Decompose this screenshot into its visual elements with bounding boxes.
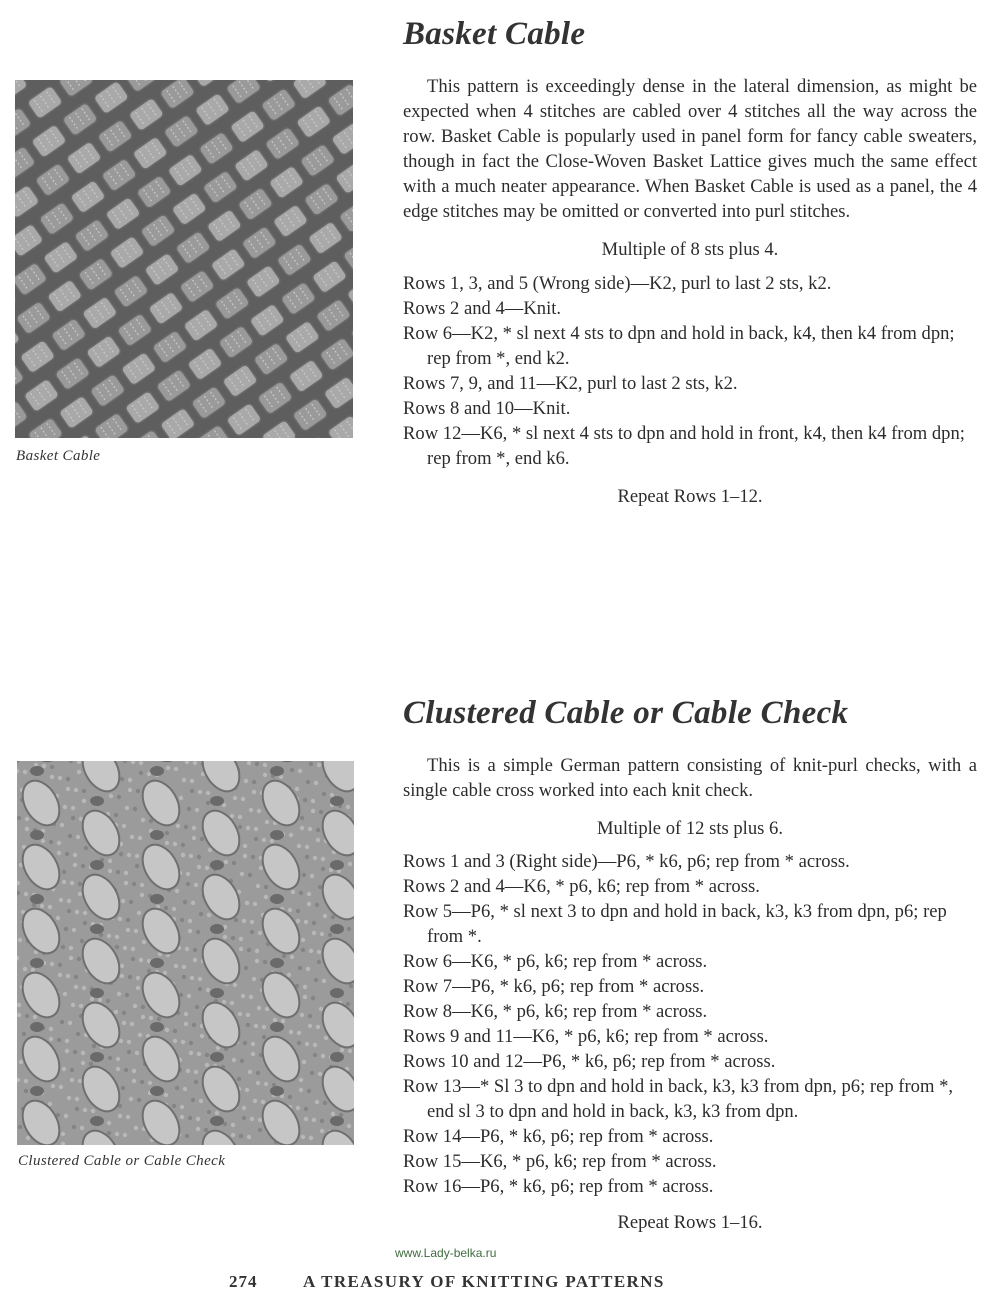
row-instruction: Rows 1, 3, and 5 (Wrong side)—K2, purl to last 2 sts, k2. <box>403 273 832 294</box>
stitch-multiple: Multiple of 8 sts plus 4. <box>601 239 779 260</box>
photo-caption-basket-cable: Basket Cable <box>16 448 101 464</box>
row-instruction: Row 6—K2, * sl next 4 sts to dpn and hold in back, k4, then k4 from dpn; rep from *, end k2. <box>403 323 955 369</box>
row-instruction: Row 15—K6, * p6, k6; rep from * across. <box>403 1151 717 1172</box>
clustered-cable-swatch-image <box>17 761 354 1145</box>
row-instruction: Row 12—K6, * sl next 4 sts to dpn and hold in front, k4, then k4 from dpn; rep from *, end k6. <box>403 423 965 469</box>
running-title: A TREASURY OF KNITTING PATTERNS <box>303 1272 665 1291</box>
row-instructions <box>403 849 977 1199</box>
pattern-intro: This is a simple German pattern consisting of knit-purl checks, with a single cable cross worked into each knit check. <box>403 755 977 801</box>
row-instruction: Rows 10 and 12—P6, * k6, p6; rep from * across. <box>403 1051 776 1072</box>
row-instruction: Row 6—K6, * p6, k6; rep from * across. <box>403 951 708 972</box>
pattern-title-clustered-cable: Clustered Cable or Cable Check <box>403 695 849 731</box>
row-instruction: Row 14—P6, * k6, p6; rep from * across. <box>403 1126 714 1147</box>
basket-cable-swatch-photo <box>15 80 353 438</box>
repeat-note: Repeat Rows 1–16. <box>617 1212 763 1233</box>
pattern-title-basket-cable: Basket Cable <box>403 16 586 52</box>
row-instruction: Row 7—P6, * k6, p6; rep from * across. <box>403 976 705 997</box>
row-instruction: Rows 7, 9, and 11—K2, purl to last 2 sts, k2. <box>403 373 738 394</box>
photo-caption-clustered-cable: Clustered Cable or Cable Check <box>18 1153 226 1169</box>
watermark-link[interactable]: www.Lady-belka.ru <box>395 1246 497 1260</box>
row-instruction: Row 8—K6, * p6, k6; rep from * across. <box>403 1001 708 1022</box>
row-instruction: Row 13—* Sl 3 to dpn and hold in back, k3, k3 from dpn, p6; rep from *, end sl 3 to dpn and hold in back, k3, k3 from dpn. <box>403 1076 954 1122</box>
page-number: 274 <box>229 1272 258 1291</box>
row-instruction: Rows 8 and 10—Knit. <box>403 398 571 419</box>
row-instruction: Rows 2 and 4—Knit. <box>403 298 562 319</box>
row-instructions <box>403 271 977 471</box>
clustered-cable-swatch-photo <box>17 761 354 1145</box>
pattern-intro: This pattern is exceedingly dense in the lateral dimension, as might be expected when 4 stitches are cabled over 4 stitches all the way across the row. Basket Cable is popularly used in panel form for fancy cable sweaters, though in fact the Close-Woven Basket Lattice gives much the same effect with a much neater appearance. When Basket Cable is used as a panel, the 4 edge stitches may be omitted or converted into purl stitches. <box>403 76 977 222</box>
pattern-body-clustered-cable <box>403 753 977 1235</box>
pattern-body-basket-cable <box>403 74 977 509</box>
basket-cable-swatch-image <box>15 80 353 438</box>
row-instruction: Row 5—P6, * sl next 3 to dpn and hold in back, k3, k3 from dpn, p6; rep from *. <box>403 901 947 947</box>
row-instruction: Rows 2 and 4—K6, * p6, k6; rep from * across. <box>403 876 760 897</box>
stitch-multiple: Multiple of 12 sts plus 6. <box>597 818 783 839</box>
repeat-note: Repeat Rows 1–12. <box>617 486 763 507</box>
row-instruction: Rows 9 and 11—K6, * p6, k6; rep from * across. <box>403 1026 769 1047</box>
row-instruction: Rows 1 and 3 (Right side)—P6, * k6, p6; rep from * across. <box>403 851 850 872</box>
row-instruction: Row 16—P6, * k6, p6; rep from * across. <box>403 1176 714 1197</box>
